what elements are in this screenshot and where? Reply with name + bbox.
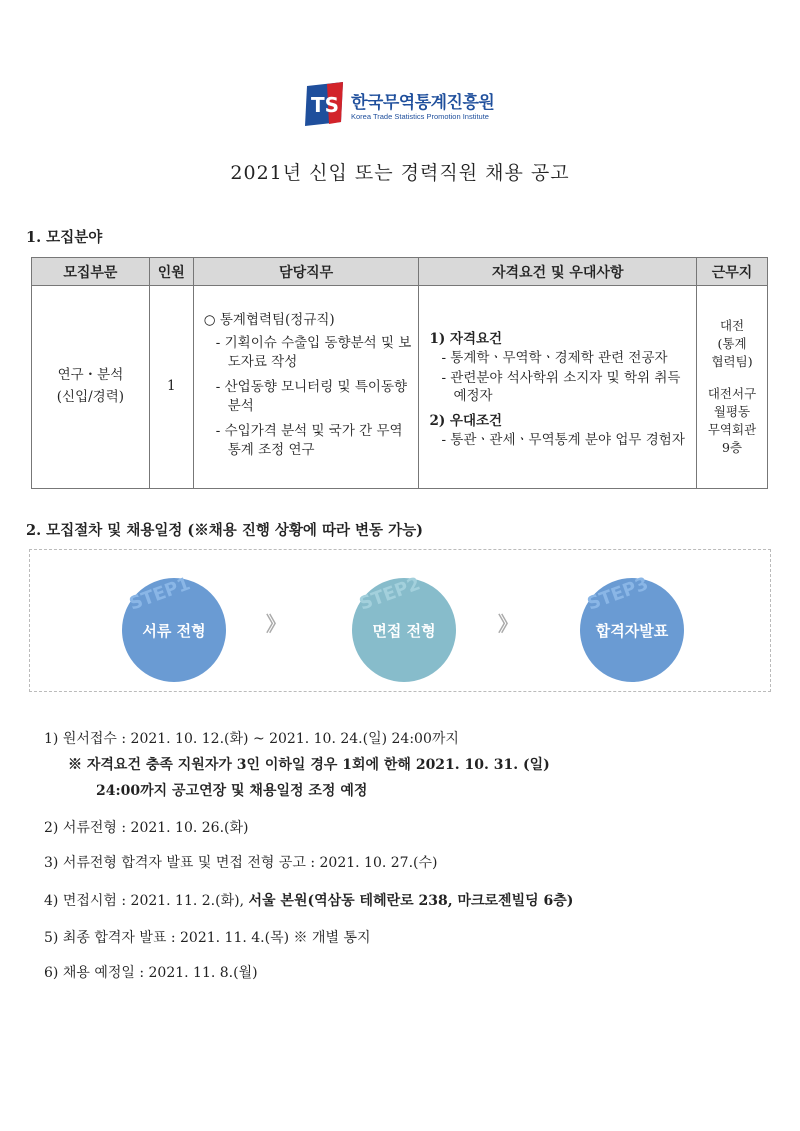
steps-diagram bbox=[29, 549, 771, 692]
interview-location: 서울 본원(역삼동 테헤란로 238, 마크로젠빌딩 6층) bbox=[248, 893, 574, 909]
header-duty: 담당직무 bbox=[193, 258, 419, 286]
table-row bbox=[32, 286, 768, 489]
cell-qualification bbox=[419, 286, 697, 489]
schedule-final-result: 5) 최종 합격자 발표 : 2021. 11. 4.(목) ※ 개별 통지 bbox=[44, 930, 371, 946]
page-title: 2021년 신입 또는 경력직원 채용 공고 bbox=[230, 162, 570, 184]
cell-location: 대전 (통계 협력팀) 대전서구 월평동 무역회관 9층 bbox=[697, 286, 768, 489]
list-item: - 통관ㆍ관세ㆍ무역통계 분야 업무 경험자 bbox=[441, 432, 685, 449]
header-count: 인원 bbox=[149, 258, 193, 286]
header-location: 근무지 bbox=[697, 258, 768, 286]
recruit-table bbox=[31, 257, 768, 489]
logo-subtitle: Korea Trade Statistics Promotion Institute bbox=[351, 112, 489, 121]
institute-logo bbox=[303, 82, 503, 130]
schedule-interview: 4) 면접시험 : 2021. 11. 2.(화), 서울 본원(역삼동 테헤란로 238, 마크로젠빌딩 6층) bbox=[44, 893, 574, 909]
step-3 bbox=[572, 560, 702, 680]
step-1 bbox=[114, 560, 244, 680]
list-item: - 기획이슈 수출입 동향분석 및 보도자료 작성 bbox=[215, 335, 412, 371]
list-item: - 관련분야 석사학위 소지자 및 학위 취득 예정자 bbox=[441, 369, 681, 404]
arrow-icon: 》 bbox=[266, 612, 286, 636]
logo-name: 한국무역통계진흥원 bbox=[351, 93, 495, 113]
cell-duty bbox=[193, 286, 419, 489]
list-item: - 산업동향 모니터링 및 특이동향 분석 bbox=[215, 379, 408, 414]
header-dept: 모집부문 bbox=[32, 258, 150, 286]
schedule-document-result: 3) 서류전형 합격자 발표 및 면접 전형 공고 : 2021. 10. 27.(수) bbox=[44, 855, 438, 871]
qual-heading: 1) 자격요건 bbox=[429, 330, 503, 347]
schedule-start-date: 6) 채용 예정일 : 2021. 11. 8.(월) bbox=[44, 965, 258, 981]
list-item: - 수입가격 분석 및 국가 간 무역통계 조정 연구 bbox=[215, 422, 403, 458]
schedule-document-review: 2) 서류전형 : 2021. 10. 26.(화) bbox=[44, 820, 249, 836]
cell-count: 1 bbox=[149, 286, 193, 489]
step-2-text: 면접 전형 bbox=[372, 621, 436, 640]
duty-team: ○ 통계협력팀(정규직) bbox=[203, 312, 335, 329]
pref-heading: 2) 우대조건 bbox=[429, 413, 503, 430]
table-header-row bbox=[32, 258, 768, 286]
section-procedure: 2. 모집절차 및 채용일정 (※채용 진행 상황에 따라 변동 가능) bbox=[26, 522, 423, 539]
schedule-application: 1) 원서접수 : 2021. 10. 12.(화) ~ 2021. 10. 24.(일) 24:00까지 bbox=[44, 731, 459, 747]
svg-text:TS: TS bbox=[311, 93, 340, 117]
pref-list bbox=[429, 431, 690, 449]
duty-list bbox=[204, 334, 413, 459]
cell-dept: 연구・분석 (신입/경력) bbox=[32, 286, 150, 489]
svg-text:STEP3: STEP3 bbox=[584, 573, 652, 615]
schedule-note-line2: 24:00까지 공고연장 및 채용일정 조정 예정 bbox=[96, 783, 368, 799]
schedule-note-line1: ※ 자격요건 충족 지원자가 3인 이하일 경우 1회에 한해 2021. 10. 31. (일) bbox=[68, 757, 550, 773]
svg-text:STEP2: STEP2 bbox=[356, 573, 424, 615]
step-2 bbox=[344, 560, 474, 680]
arrow-icon: 》 bbox=[498, 612, 518, 636]
section-recruit-field: 1. 모집분야 bbox=[26, 229, 103, 246]
ts-logo-icon bbox=[303, 82, 347, 126]
step-3-text: 합격자발표 bbox=[595, 621, 669, 640]
qual-list bbox=[429, 349, 690, 406]
step-1-text: 서류 전형 bbox=[142, 621, 206, 640]
list-item: - 통계학ㆍ무역학ㆍ경제학 관련 전공자 bbox=[441, 349, 668, 366]
header-qualification: 자격요건 및 우대사항 bbox=[419, 258, 697, 286]
svg-text:STEP1: STEP1 bbox=[126, 573, 194, 615]
